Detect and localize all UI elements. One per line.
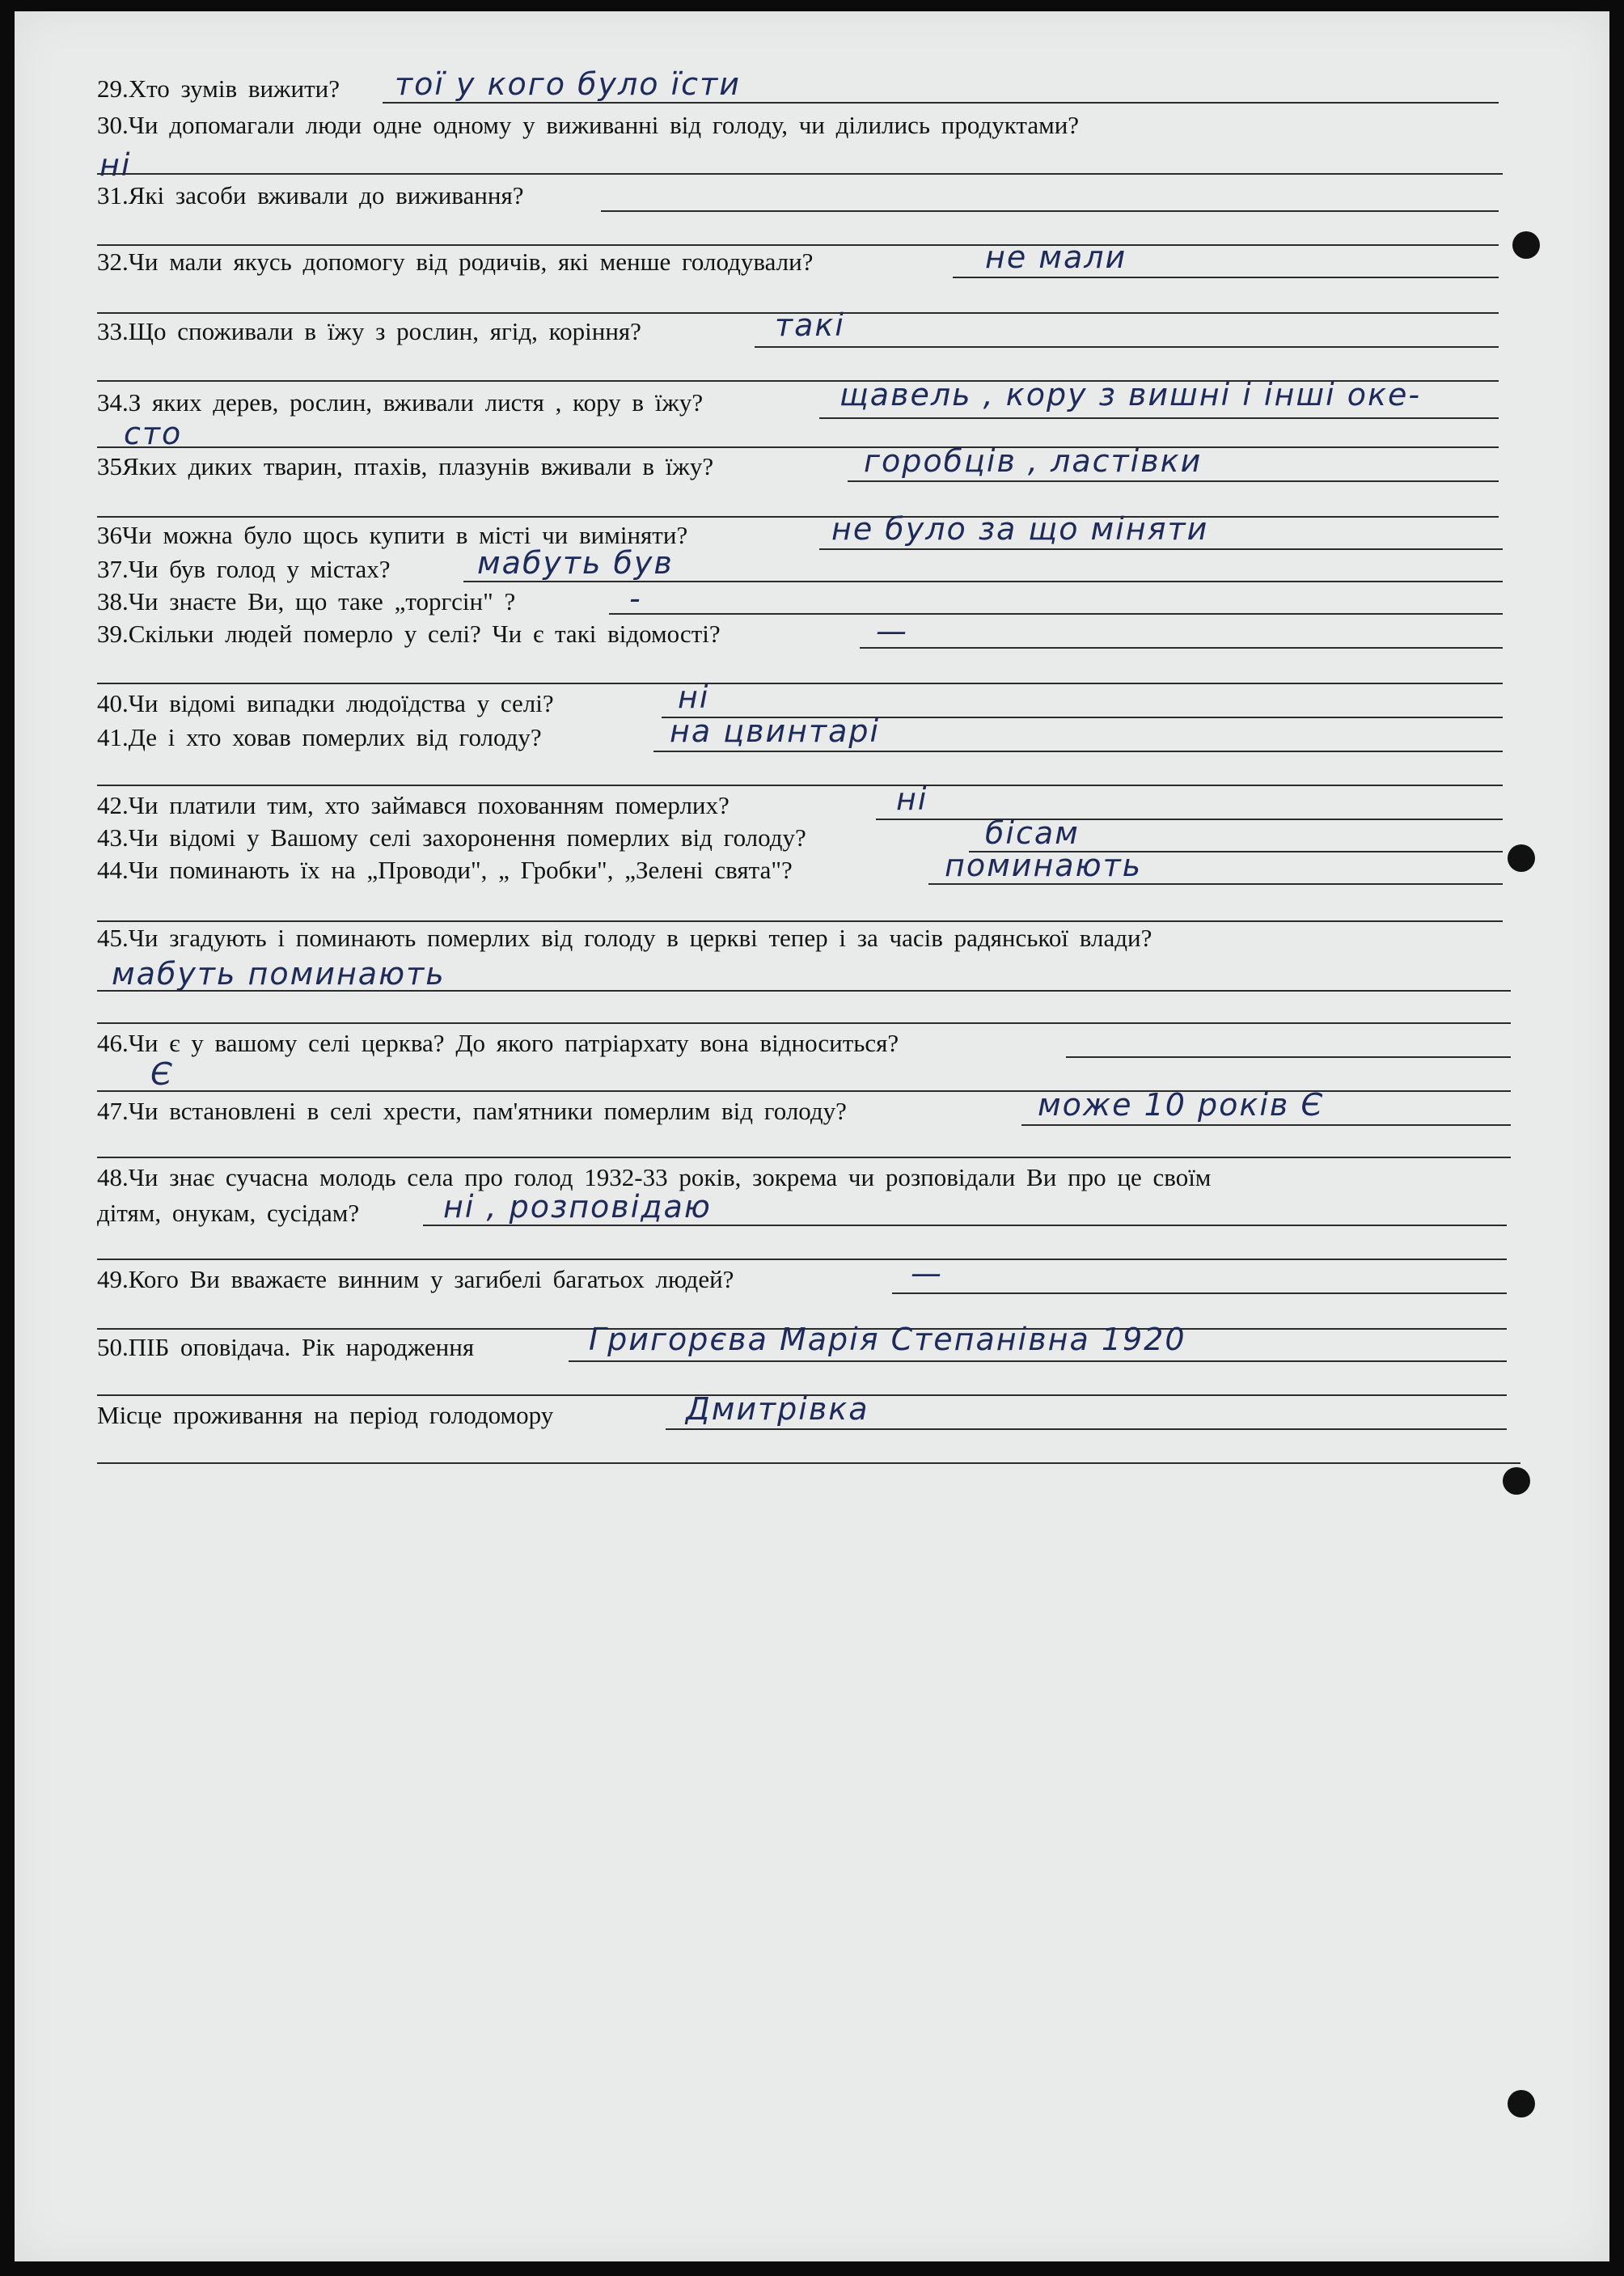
- place-of-residence-label: Місце проживання на період голодомору: [97, 1401, 554, 1429]
- question-43: 43.Чи відомі у Вашому селі захоронення померлих від голоду?: [97, 823, 806, 852]
- answer-43: бісам: [985, 815, 1080, 851]
- question-44: 44.Чи поминають їх на „Проводи", „ Гробки", „Зелені свята"?: [97, 856, 793, 884]
- answer-41: на цвинтарі: [670, 713, 881, 749]
- question-42: 42.Чи платили тим, хто займався похованням померлих?: [97, 791, 730, 819]
- answer-34: щавель , кору з вишні і інші оке-: [839, 377, 1422, 412]
- question-37: 37.Чи був голод у містах?: [97, 555, 391, 583]
- answer-line: [97, 446, 1499, 448]
- answer-39: —: [876, 613, 908, 649]
- answer-line: [601, 210, 1499, 212]
- answer-38: -: [629, 581, 642, 616]
- question-48: 48.Чи знає сучасна молодь села про голод 1932-33 років, зокрема чи розповідали Ви про це своїм: [97, 1163, 1212, 1191]
- question-45: 45.Чи згадують і поминають померлих від голоду в церкві тепер і за часів радянської влади?: [97, 924, 1152, 952]
- answer-line: [1021, 1124, 1511, 1126]
- answer-line: [666, 1428, 1507, 1430]
- punch-hole: [1512, 231, 1540, 259]
- answer-line: [755, 346, 1499, 348]
- answer-line: [97, 990, 1511, 992]
- answer-line: [97, 683, 1503, 684]
- answer-45: мабуть поминають: [112, 956, 446, 992]
- answer-line: [383, 102, 1499, 104]
- punch-hole: [1508, 2090, 1535, 2117]
- question-35: 35Яких диких тварин, птахів, плазунів вживали в їжу?: [97, 452, 714, 480]
- answer-line: [97, 785, 1503, 786]
- punch-hole: [1508, 844, 1535, 872]
- answer-line: [653, 751, 1503, 752]
- answer-line: [97, 920, 1503, 922]
- question-50: 50.ПІБ оповідача. Рік народження: [97, 1333, 475, 1361]
- question-33: 33.Що споживали в їжу з рослин, ягід, коріння?: [97, 317, 641, 345]
- question-29: 29.Хто зумів вижити?: [97, 74, 340, 103]
- answer-50: Григорєва Марія Степанівна 1920: [589, 1322, 1186, 1357]
- punch-hole: [1503, 1467, 1530, 1495]
- answer-line: [97, 1022, 1511, 1024]
- answer-line: [97, 1157, 1511, 1158]
- question-47: 47.Чи встановлені в селі хрести, пам'ятники померлим від голоду?: [97, 1097, 847, 1125]
- answer-line: [1066, 1056, 1511, 1058]
- answer-49: —: [911, 1255, 943, 1291]
- question-48-continued: дітям, онукам, сусідам?: [97, 1199, 360, 1227]
- question-32: 32.Чи мали якусь допомогу від родичів, які менше голодували?: [97, 247, 814, 276]
- answer-line: [609, 613, 1503, 615]
- answer-46: Є: [150, 1056, 174, 1092]
- answer-line: [876, 819, 1503, 820]
- question-34: 34.З яких дерев, рослин, вживали листя , кору в їжу?: [97, 388, 704, 417]
- answer-42: ні: [896, 781, 928, 817]
- answer-line: [97, 1462, 1520, 1464]
- answer-line: [953, 277, 1499, 278]
- answer-line: [97, 173, 1503, 175]
- answer-line: [892, 1292, 1507, 1294]
- answer-line: [819, 417, 1499, 419]
- question-41: 41.Де і хто ховав померлих від голоду?: [97, 723, 542, 751]
- place-of-residence-answer: Дмитрівка: [686, 1391, 869, 1427]
- answer-line: [819, 548, 1503, 550]
- question-40: 40.Чи відомі випадки людоїдства у селі?: [97, 689, 554, 717]
- answer-44: поминають: [945, 848, 1143, 883]
- answer-line: [463, 581, 1503, 582]
- question-46: 46.Чи є у вашому селі церква? До якого патріархату вона відноситься?: [97, 1029, 899, 1057]
- answer-34-continued: сто: [124, 416, 183, 451]
- answer-line: [860, 647, 1503, 649]
- answer-line: [423, 1225, 1507, 1226]
- question-36: 36Чи можна було щось купити в місті чи виміняти?: [97, 521, 688, 549]
- answer-37: мабуть був: [477, 545, 674, 581]
- answer-line: [97, 1259, 1507, 1260]
- question-30: 30.Чи допомагали люди одне одному у виживанні від голоду, чи ділились продуктами?: [97, 111, 1080, 139]
- answer-48: ні , розповідаю: [443, 1189, 712, 1225]
- questionnaire-page: [15, 11, 1609, 2261]
- question-31: 31.Які засоби вживали до виживання?: [97, 181, 524, 209]
- answer-47: може 10 років Є: [1038, 1087, 1324, 1123]
- question-49: 49.Кого Ви вважаєте винним у загибелі багатьох людей?: [97, 1265, 734, 1293]
- answer-line: [848, 480, 1499, 482]
- answer-32: не мали: [985, 239, 1127, 275]
- answer-line: [569, 1360, 1507, 1362]
- answer-36: не було за що міняти: [831, 511, 1209, 547]
- answer-30: ні: [99, 147, 132, 183]
- answer-line: [97, 244, 1499, 246]
- answer-40: ні: [678, 679, 710, 715]
- answer-33: такі: [775, 307, 845, 343]
- question-38: 38.Чи знаєте Ви, що таке „торгсін" ?: [97, 587, 516, 616]
- answer-line: [928, 883, 1503, 885]
- answer-29: тої у кого було їсти: [395, 66, 741, 102]
- question-39: 39.Скільки людей померло у селі? Чи є такі відомості?: [97, 620, 721, 648]
- answer-line: [97, 516, 1499, 518]
- answer-35: горобців , ластівки: [864, 443, 1203, 479]
